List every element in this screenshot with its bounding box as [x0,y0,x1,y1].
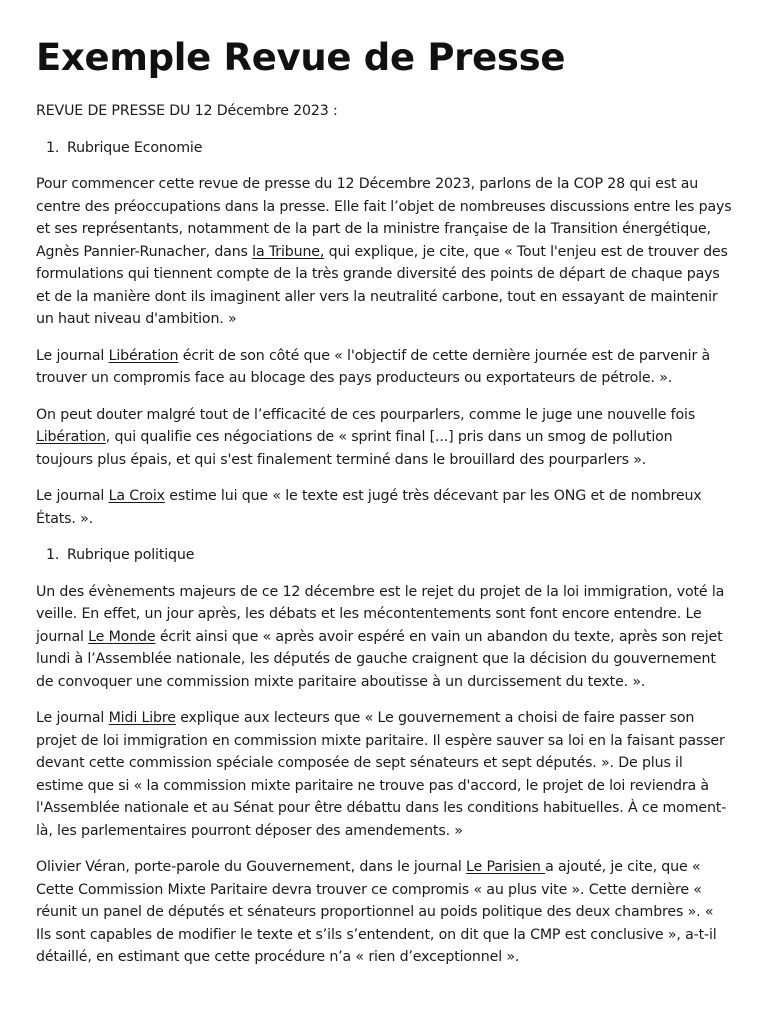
section-heading-economie [36,137,732,160]
paragraph [36,856,732,969]
paragraph-text: Un des évènements majeurs de ce 12 décembre est le rejet du projet de la loi immigration, voté la veille. En effet, un jour après, les débats et les mécontentements sont font encore entendre. Le journal [36,583,725,645]
paragraph-text: écrit ainsi que « après avoir espéré en vain un abandon du texte, après son rejet lundi à l’Assemblée nationale, les députés de gauche craignent que la décision du gouvernement de convoquer une commission mixte paritaire aboutisse à un durcissement du texte. ». [36,628,723,690]
source-link-le-parisien[interactable]: Le Parisien [466,859,546,875]
section-heading-politique [36,544,732,567]
section-heading-label: Rubrique Economie [67,139,203,156]
paragraph [36,581,732,694]
paragraph-text: Le journal [36,488,109,504]
section-number: 1. [46,139,60,156]
dateline: REVUE DE PRESSE DU 12 Décembre 2023 : [36,103,338,119]
paragraph-text: On peut douter malgré tout de l’efficacité de ces pourparlers, comme le juge une nouvelle fois [36,406,696,423]
paragraph [36,404,732,472]
page-title: Exemple Revue de Presse [36,36,566,79]
section-heading-label: Rubrique politique [67,547,195,563]
paragraph-text: Le journal [36,347,109,364]
paragraph-text: Pour commencer cette revue de presse du 12 Décembre 2023, parlons de la COP 28 qui est au centre des préoccupations dans la presse. Elle fait l’objet de nombreuses discussions entre les pays et ses représentants, notamment de la part de la ministre française de la Transition énergétique, Agnès Pannier-Runacher, dans [36,176,732,260]
source-link-midi-libre[interactable]: Midi Libre [108,710,176,726]
source-link-la-tribune[interactable]: la Tribune, [252,243,325,260]
paragraph-text: Le journal [36,710,109,726]
source-link-le-monde[interactable]: Le Monde [88,628,156,645]
paragraph [36,173,732,331]
paragraph-text: a ajouté, je cite, que « Cette Commission Mixte Paritaire devra trouver ce compromis « au plus vite ». Cette dernière « réunit un panel de députés et sénateurs proportionnel au poids politique des deux chambres ». « Ils sont capables de modifier le texte et s’ils s’entendent, on dit que la CMP est conclusive », a-t-il détaillé, en estimant que cette procédure n’a « rien d’exceptionnel ». [36,859,717,965]
paragraph [36,345,732,390]
paragraph-text: écrit de son côté que « l'objectif de cette dernière journée est de parvenir à trouver un compromis face au blocage des pays producteurs ou exportateurs de pétrole. ». [36,347,711,386]
section-number: 1. [46,547,60,563]
paragraph-text: , qui qualifie ces négociations de « sprint final [...] pris dans un smog de pollution toujours plus épais, et qui s'est finalement terminé dans le brouillard des pourparlers ». [36,429,673,468]
paragraph-text: qui explique, je cite, que « Tout l'enjeu est de trouver des formulations qui tiennent compte de la très grande diversité des points de départ de chaque pays et de la manière dont ils imaginent aller vers la neutralité carbone, tout en essayant de maintenir un haut niveau d'ambition. » [36,243,728,327]
paragraph-text: explique aux lecteurs que « Le gouvernement a choisi de faire passer son projet de loi immigration en commission mixte paritaire. Il espère sauver sa loi en la faisant passer devant cette commission spéciale composée de sept sénateurs et sept députés. ». De plus il estime que si « la commission mixte paritaire ne trouve pas d'accord, le projet de loi reviendra à l'Assemblée nationale et au Sénat pour être débattu dans les conditions habituelles. À ce moment-là, les parlementaires pourront déposer des amendements. » [36,710,727,839]
paragraph-text: Olivier Véran, porte-parole du Gouvernement, dans le journal [36,859,467,875]
source-link-liberation[interactable]: Libération [108,347,179,364]
paragraph [36,485,732,530]
paragraph [36,707,732,842]
source-link-liberation[interactable]: Libération [36,429,106,445]
source-link-la-croix[interactable]: La Croix [108,488,165,504]
paragraph-text: estime lui que « le texte est jugé très décevant par les ONG et de nombreux États. ». [36,488,702,527]
